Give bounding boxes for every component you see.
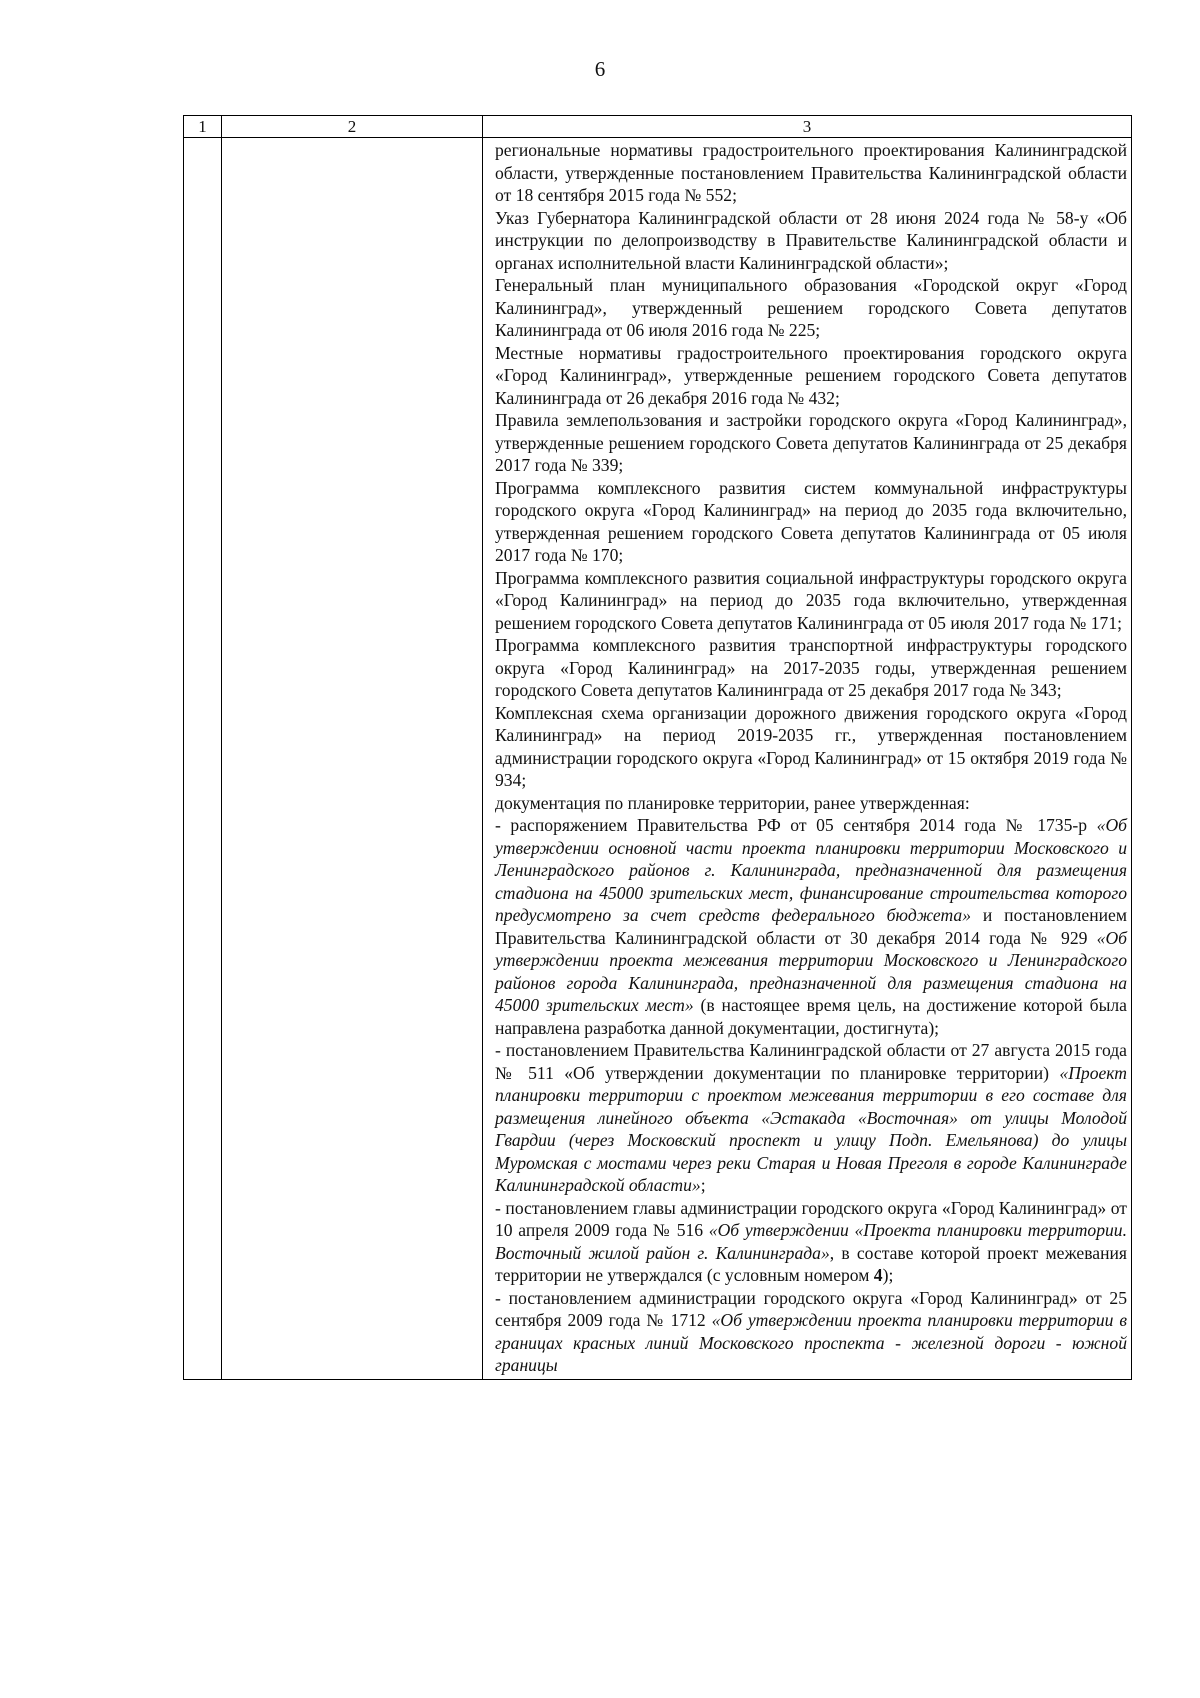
text-run: и постановлением Правительства Калининградской области от 30 декабря 2014 года № 929 [495, 905, 1127, 948]
text-run: Комплексная схема организации дорожного движения городского округа «Город Калининград» на период 2019-2035 гг., утвержденная постановлением администрации городского округа «Город Калининград» от 15 октября 2019 года № 934; [495, 702, 1127, 790]
text-run: Указ Губернатора Калининградской области от 28 июня 2024 года № 58-у «Об инструкции по делопроизводству в Правительстве Калининградской области и органах исполнительной власти Калининградской области»; [495, 207, 1127, 273]
text-run: Программа комплексного развития транспортной инфраструктуры городского округа «Город Калининград» на 2017-2035 годы, утвержденная решением городского Совета депутатов Калининграда от 25 декабря 2017 года № 343; [495, 635, 1127, 700]
paragraph [495, 274, 1127, 342]
italic-text: «Проект планировки территории с проектом межевания территории в его составе для размещения линейного объекта «Эстакада «Восточная» от улицы Молодой Гвардии (через Московский проспект и улицу Подп. Емельянова) до улицы Муромская с мостами через реки Старая и Новая Преголя в городе Калининграде Калининградской области» [495, 1062, 1127, 1195]
paragraph [495, 1287, 1127, 1377]
column-header-3: 3 [483, 116, 1132, 138]
paragraph [495, 409, 1127, 477]
cell-column-3 [483, 138, 1132, 1380]
bold-text: 4 [873, 1265, 883, 1285]
page-number: 6 [594, 57, 606, 81]
text-run: - постановлением администрации городского округа «Город Калининград» от 25 сентября 2009 года № 1712 [495, 1287, 1127, 1330]
column-header-1: 1 [184, 116, 222, 138]
cell-column-1 [184, 138, 222, 1380]
text-run: - постановлением Правительства Калининградской области от 27 августа 2015 года № 511 «Об утверждении документации по планировке территории) [495, 1040, 1127, 1083]
text-run: , в составе которой проект межевания территории не утверждался (с условным номером [495, 1242, 1127, 1285]
paragraph [495, 814, 1127, 1039]
table-header-row [184, 116, 1132, 138]
paragraph [495, 1197, 1127, 1287]
text-run: региональные нормативы градостроительного проектирования Калининградской области, утвержденные постановлением Правительства Калининградской области от 18 сентября 2015 года № 552; [495, 140, 1127, 205]
text-run: - распоряжением Правительства РФ от 05 сентября 2014 года № 1735-р [495, 815, 1097, 835]
paragraph [495, 342, 1127, 410]
paragraph [495, 634, 1127, 702]
paragraph [495, 1039, 1127, 1197]
document-table [183, 115, 1132, 1380]
text-run: Программа комплексного развития систем коммунальной инфраструктуры городского округа «Город Калининград» на период до 2035 года включительно, утвержденная решением городского Совета депутатов Калининграда от 05 июля 2017 года № 170; [495, 477, 1127, 565]
text-run: ); [882, 1265, 894, 1285]
cell-column-2 [222, 138, 483, 1380]
text-run: Правила землепользования и застройки городского округа «Город Калининград», утвержденные решением городского Совета депутатов Калининграда от 25 декабря 2017 года № 339; [495, 410, 1127, 475]
text-run: - постановлением главы администрации городского округа «Город Калининград» от 10 апреля 2009 года № 516 [495, 1197, 1127, 1240]
paragraph [495, 567, 1127, 635]
paragraph [495, 207, 1127, 275]
paragraph [495, 702, 1127, 792]
paragraph [495, 792, 1127, 815]
text-run: Местные нормативы градостроительного проектирования городского округа «Город Калининград», утвержденные решением городского Совета депутатов Калининграда от 26 декабря 2016 года № 432; [495, 342, 1127, 408]
column-header-2: 2 [222, 116, 483, 138]
italic-text: «Об утверждении проекта межевания территории Московского и Ленинградского районов города Калининграда, предназначенной для размещения стадиона на 45000 зрительских мест» [495, 927, 1127, 1015]
paragraph [495, 477, 1127, 567]
text-run: документация по планировке территории, ранее утвержденная: [495, 792, 970, 813]
paragraph [495, 139, 1127, 207]
text-run: (в настоящее время цель, на достижение которой была направлена разработка данной документации, достигнута); [495, 995, 1127, 1038]
italic-text: «Об утверждении «Проекта планировки территории. Восточный жилой район г. Калининграда» [495, 1220, 1127, 1263]
italic-text: «Об утверждении проекта планировки территории в границах красных линий Московского проспекта - железной дороги - южной границы [495, 1310, 1128, 1375]
text-run: Генеральный план муниципального образования «Городской округ «Город Калининград», утвержденный решением городского Совета депутатов Калининграда от 06 июля 2016 года № 225; [495, 275, 1127, 340]
table-row [184, 138, 1132, 1380]
italic-text: «Об утверждении основной части проекта планировки территории Московского и Ленинградского районов г. Калининграда, предназначенной для размещения стадиона на 45000 зрительских мест, финансирование строительства которого предусмотрено за счет средств федерального бюджета» [495, 815, 1127, 925]
text-run: Программа комплексного развития социальной инфраструктуры городского округа «Город Калининград» на период до 2035 года включительно, утвержденная решением городского Совета депутатов Калининграда от 05 июля 2017 года № 171; [495, 567, 1127, 633]
text-run: ; [700, 1175, 706, 1195]
